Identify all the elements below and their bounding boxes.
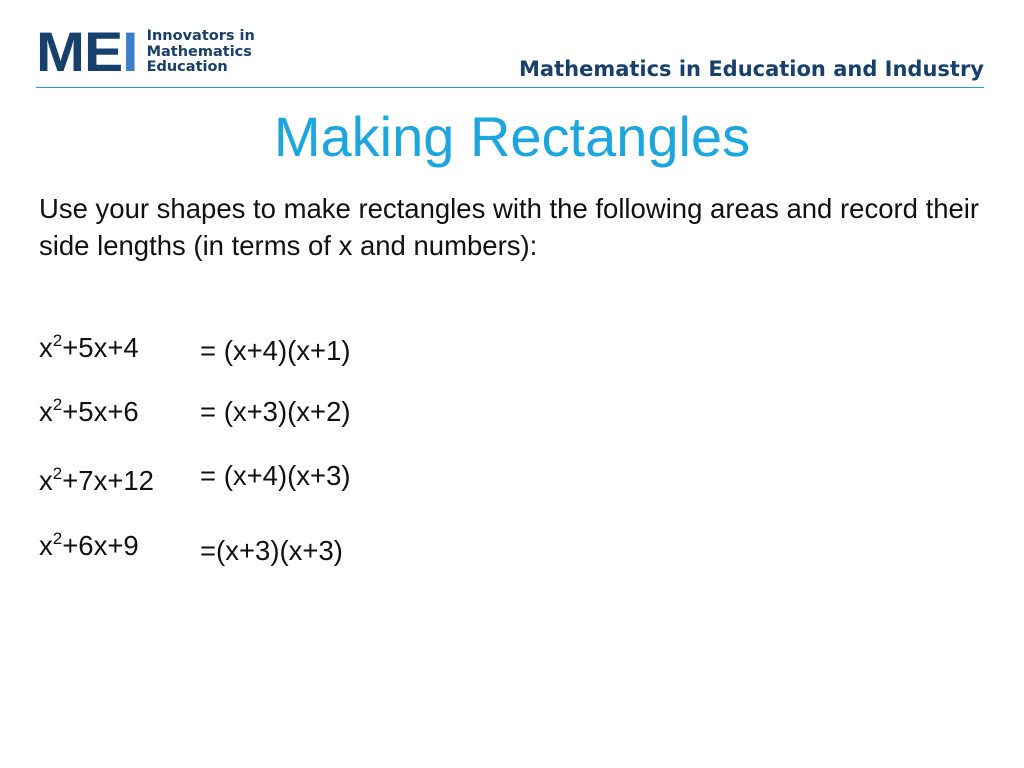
expression-1: $x^2+5x+4$ — [39, 331, 139, 363]
instructions-text: Use your shapes to make rectangles with the following areas and record their side lengths (in terms of x and numbers): — [39, 193, 980, 261]
expression-4: $x^2+6x+9$ — [39, 529, 139, 561]
answer-4: =(x+3)(x+3) — [200, 535, 343, 566]
tagline-line-2: Mathematics — [146, 43, 252, 60]
logo-mark: MEI — [36, 20, 138, 83]
mei-logo — [36, 20, 255, 83]
exponent: 2 — [52, 529, 63, 548]
exponent: 2 — [52, 464, 63, 483]
exponent: 2 — [52, 395, 63, 414]
header-divider — [36, 87, 984, 88]
answer-3: = (x+4)(x+3) — [200, 460, 351, 491]
tagline-line-1: Innovators in — [146, 28, 255, 44]
answer-2: = (x+3)(x+2) — [200, 396, 351, 427]
slide-title: Making Rectangles — [273, 105, 751, 168]
organisation-name: Mathematics in Education and Industry — [519, 57, 984, 81]
logo-tagline — [147, 29, 255, 76]
tagline-line-3: Education — [146, 59, 228, 75]
expression-2: $x^2+5x+6$ — [39, 395, 139, 427]
answer-1: = (x+4)(x+1) — [200, 335, 351, 366]
exponent: 2 — [52, 331, 63, 350]
expression-3: $x^2+7x+12$ — [39, 464, 154, 496]
